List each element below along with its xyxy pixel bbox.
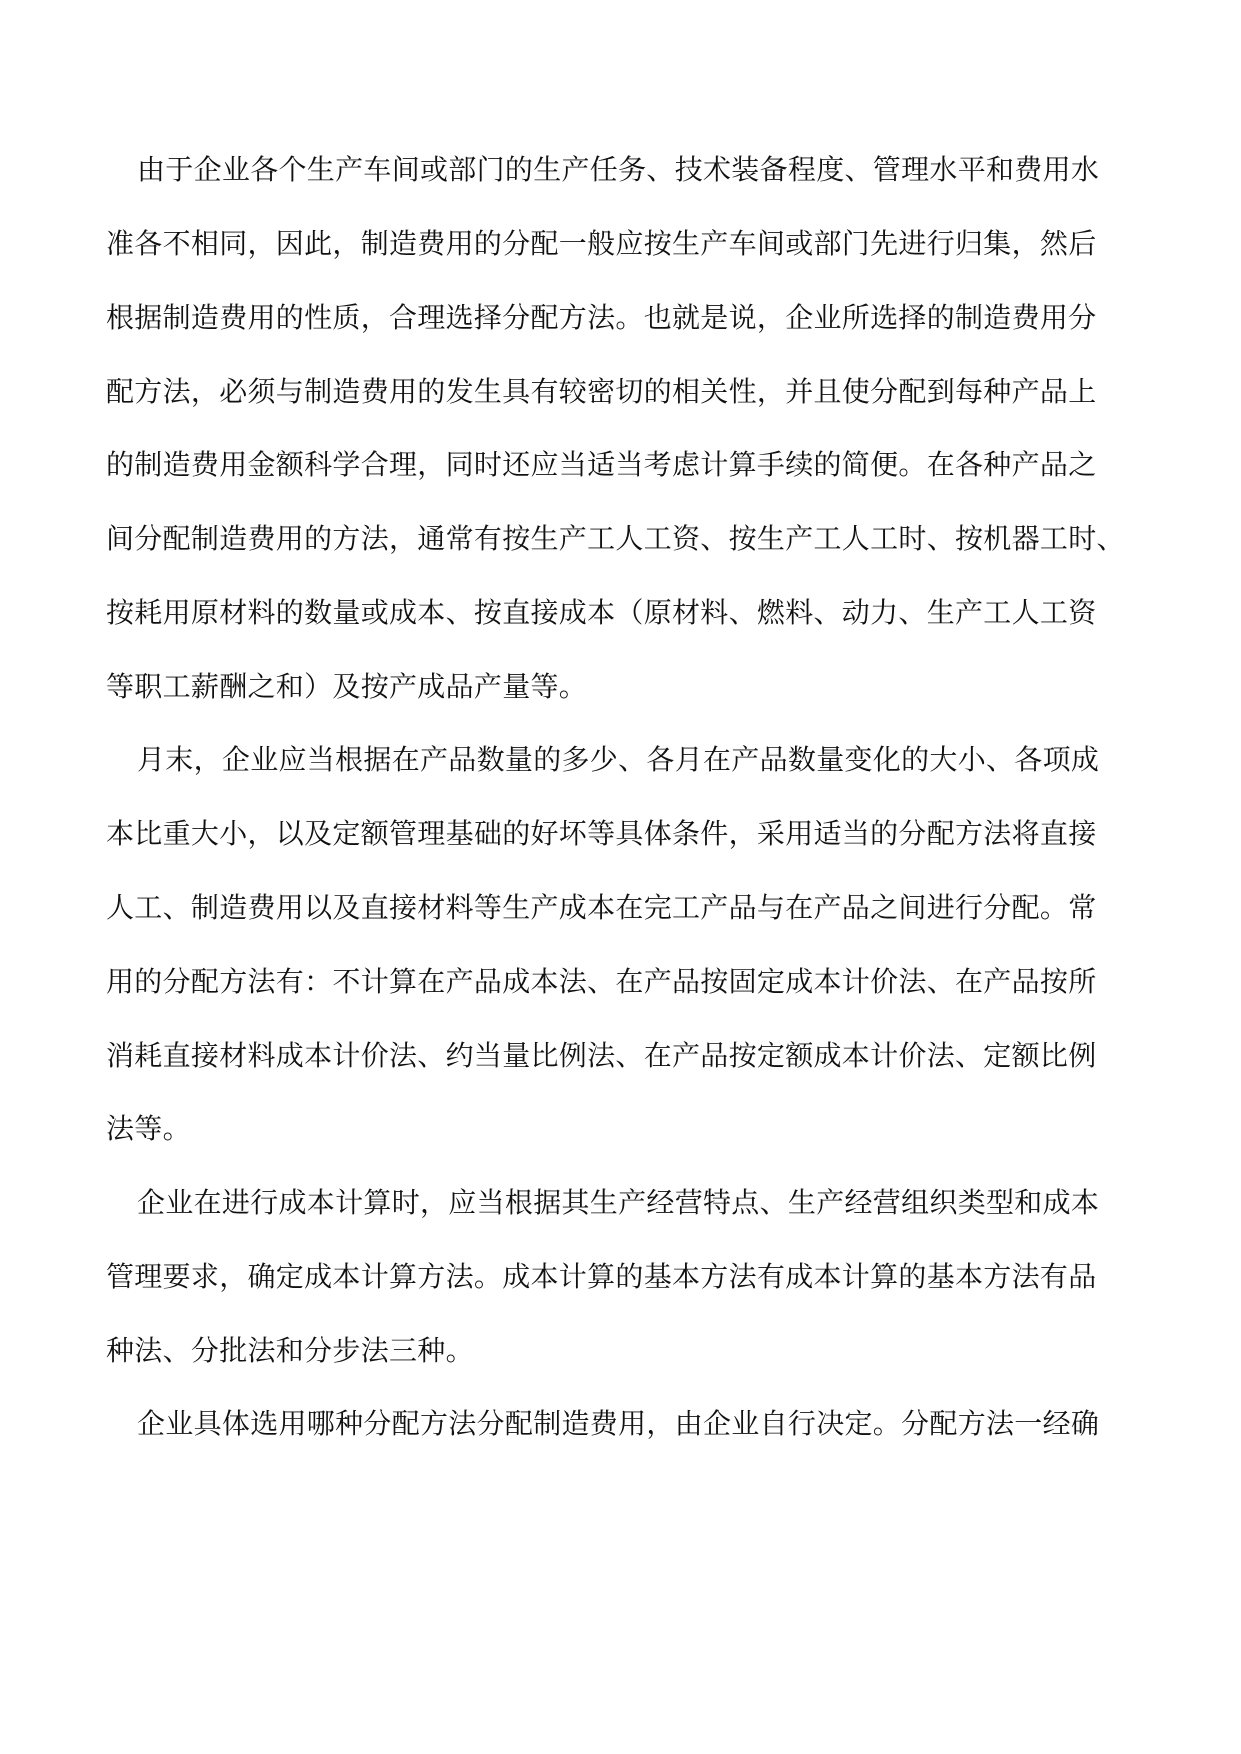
paragraph-2-line-4: 用的分配方法有：不计算在产品成本法、在产品按固定成本计价法、在产品按所 (106, 965, 1097, 998)
paragraph-1-line-4: 配方法，必须与制造费用的发生具有较密切的相关性，并且使分配到每种产品上 (106, 375, 1097, 408)
paragraph-2-line-3: 人工、制造费用以及直接材料等生产成本在完工产品与在产品之间进行分配。常 (106, 891, 1097, 924)
paragraph-1-line-2: 准各不相同，因此，制造费用的分配一般应按生产车间或部门先进行归集，然后 (106, 227, 1097, 260)
paragraph-1-line-1: 由于企业各个生产车间或部门的生产任务、技术装备程度、管理水平和费用水 (137, 153, 1100, 186)
paragraph-1-line-8: 等职工薪酬之和）及按产成品产量等。 (106, 670, 588, 703)
paragraph-1-line-6: 间分配制造费用的方法，通常有按生产工人工资、按生产工人工时、按机器工时、 (106, 522, 1125, 555)
paragraph-3-line-3: 种法、分批法和分步法三种。 (106, 1334, 474, 1367)
paragraph-3-line-1: 企业在进行成本计算时，应当根据其生产经营特点、生产经营组织类型和成本 (137, 1186, 1100, 1219)
paragraph-3-line-2: 管理要求，确定成本计算方法。成本计算的基本方法有成本计算的基本方法有品 (106, 1260, 1097, 1293)
paragraph-1-line-5: 的制造费用金额科学合理，同时还应当适当考虑计算手续的简便。在各种产品之 (106, 448, 1097, 481)
paragraph-2-line-2: 本比重大小，以及定额管理基础的好坏等具体条件，采用适当的分配方法将直接 (106, 817, 1097, 850)
paragraph-4-line-1: 企业具体选用哪种分配方法分配制造费用，由企业自行决定。分配方法一经确 (137, 1407, 1100, 1440)
paragraph-2-line-5: 消耗直接材料成本计价法、约当量比例法、在产品按定额成本计价法、定额比例 (106, 1039, 1097, 1072)
paragraph-1-line-7: 按耗用原材料的数量或成本、按直接成本（原材料、燃料、动力、生产工人工资 (106, 596, 1097, 629)
paragraph-2-line-1: 月末，企业应当根据在产品数量的多少、各月在产品数量变化的大小、各项成 (137, 743, 1100, 776)
paragraph-1-line-3: 根据制造费用的性质，合理选择分配方法。也就是说，企业所选择的制造费用分 (106, 301, 1097, 334)
paragraph-2-line-6: 法等。 (106, 1112, 191, 1145)
